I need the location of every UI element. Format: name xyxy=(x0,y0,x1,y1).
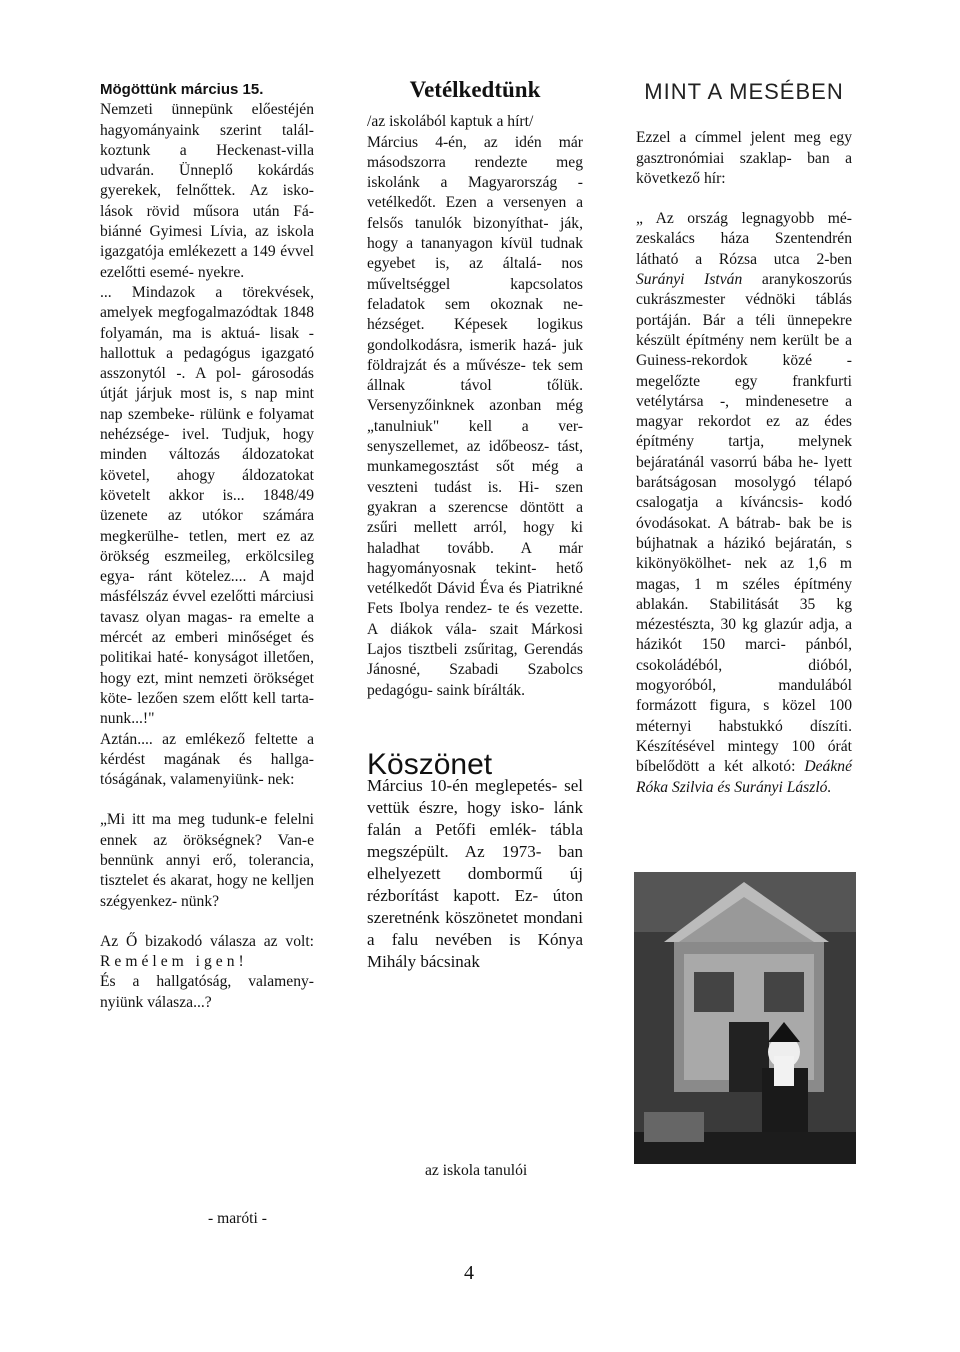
paragraph: Ezzel a címmel jelent meg egy gasztronómiai szaklap- ban a következő hír: xyxy=(636,129,852,187)
article-title-marcius: Mögöttünk március 15. xyxy=(100,81,264,98)
spacer xyxy=(100,790,314,810)
paragraph xyxy=(100,932,314,973)
article-title-vetelkedtunk: Vetélkedtünk xyxy=(409,77,541,102)
spacer xyxy=(636,189,852,209)
signoff: az iskola tanulói xyxy=(425,1162,528,1179)
answer-intro: Az Ő bizakodó válasza az volt: xyxy=(100,932,314,950)
paragraph: Március 10-én meglepetés- sel vettük észre, hogy isko- lánk falán a Petőfi emlék- tábla megszépült. Az 1973- ban elhelyezett dombormű új rézborítást kapott. Ez- úton szeretnénk köszönetet mondani a falu nevében is Kónya Mihály bácsinak xyxy=(367,776,583,972)
page-number: 4 xyxy=(464,1262,474,1284)
spacer xyxy=(367,701,583,755)
paragraph: Március 4-én, az idén már másodszorra rendezte meg iskolánk a Magyarország - vetélkedőt. Ezen a versenyen a felsős tanulók bizonyíthat- ják, hogy a tananyagon kívül tudnak egyebet is, az általá- nos műveltséggel kapcsolatos feladatok sem okoznak ne- hézséget. Képesek logikus gondolkodásra, ismerik hazá- juk földrajzát és a művésze- tek sem állnak távol tőlük. Versenyzőinknek azonban még „tanulniuk" kell a ver- senyszellemet, az időbeosz- tást, munkamegosztást sőt még a veszteni tudást is. Hi- szen gyakran a szerencse döntött a zsűri mellett arról, hogy ki haladhat tovább. A már hagyományosnak tekint- hető vetélkedőt Dávid Éva és Piatrikné Fets Ibolya rendez- te és vezette. A diákok vála- szait Márkosi Lajos tisztbeli zsűritag, Gerendás Jánosné, Szabadi Szabolcs pedagógu- saink bírálták. xyxy=(367,133,583,699)
paragraph: „Mi itt ma meg tudunk-e felelni ennek az örökségnek? Van-e bennünk annyi erő, tolerancia, tisztelet és akarat, hogy ne kelljen szégyenkez- nünk? xyxy=(100,811,314,910)
article-subtitle: /az iskolából kaptuk a hírt/ xyxy=(367,113,534,131)
paragraph: ... Mindazok a törekvések, amelyek megfogalmazódtak 1848 folyamán, ma is aktuá- lisak - hallottuk a pedagógus igazgató asszonytól -. A pol- gárosodás útját járjuk most is, s nap mint nap szembeke- rülünk e folyamat nehézsége- ivel. Tudjuk, hogy minden változás áldozatokat követel, ahogy áldozatokat követelt akkor is... 1848/49 üzenete az utókor számára megkerülhe- tetlen, mert ez az örökség eszmeileg, erkölcsileg egya- ránt kötelez.... A majd másfélszáz évvel ezelőtti márciusi tavasz olyan magas- ra emelte a mércét az emberi minőséget és politikai haté- konyságot illetően, hogy ezt, mint nemzeti örökséget köte- lezően szem előtt kell tarta- nunk...!" xyxy=(100,283,314,728)
column-2 xyxy=(367,77,583,973)
article-title-koszonet: Köszönet xyxy=(367,747,493,781)
spacer xyxy=(100,912,314,932)
text-fragment: aranykoszorús cukrászmester védnöki táblás portáján. Bár a téli ünnepekre készült építmény nem került be a Guiness-rekordok közé - megelőzte egy frankfurti vetélytársa -, mindenesetre a magyar rekordot ez az édes építmény tartja, melynek bejáratánál vasorrú bába he- lyett barátságosan mosolygó télapó csalogatja a kíváncsis- kodó óvodásokat. A bátrab- bak be is bújhatnak a házikó bejáratán, s kikönyökölhet- nek az 1,6 m magas, 1 m széles építmény ablakán. Stabilitását 35 kg mézestészta, 30 kg glazúr adja, a házikót 150 marci- pánból, csokoládéból, dióból, mogyoróból, mandulából formázott figura, s közel 100 méternyi habstukkó díszíti. Készítésével mintegy 100 órát bíbelődött a két alkotó: xyxy=(636,271,852,776)
person-name: Surányi István xyxy=(636,271,743,289)
answer-quote: Remélem igen! xyxy=(100,953,248,971)
gingerbread-house-photo xyxy=(634,872,856,1164)
paragraph: És a hallgatóság, valameny- nyiünk válasza...? xyxy=(100,973,314,1011)
article-title-mint-a-meseben: MINT A MESÉBEN xyxy=(644,79,844,104)
author-signature: - maróti - xyxy=(208,1210,267,1227)
photo-illustration xyxy=(634,872,856,1164)
paragraph xyxy=(636,209,852,798)
text-fragment: „ Az ország legnagyobb mé- zeskalács háza Szentendrén látható a Rózsa utca 2-ben xyxy=(636,210,852,268)
authors-names: Deákné Róka Szilvia és Surányi László. xyxy=(636,758,852,796)
paragraph: Aztán.... az emlékező feltette a kérdést magának és hallga- tóságának, valamenyiünk- nek: xyxy=(100,730,314,789)
paragraph: Nemzeti ünnepünk előestéjén hagyományaink szerint talál- koztunk a Heckenast-villa udvarán. Ünneplő kokárdás gyerekek, felnőttek. Az isko- lások rövid műsora után Fá- biánné Gyimesi Lívia, az iskola igazgatója emlékezett a 149 évvel ezelőtti esemé- nyekre. xyxy=(100,101,314,281)
column-3 xyxy=(636,79,852,798)
column-1 xyxy=(100,80,314,1013)
